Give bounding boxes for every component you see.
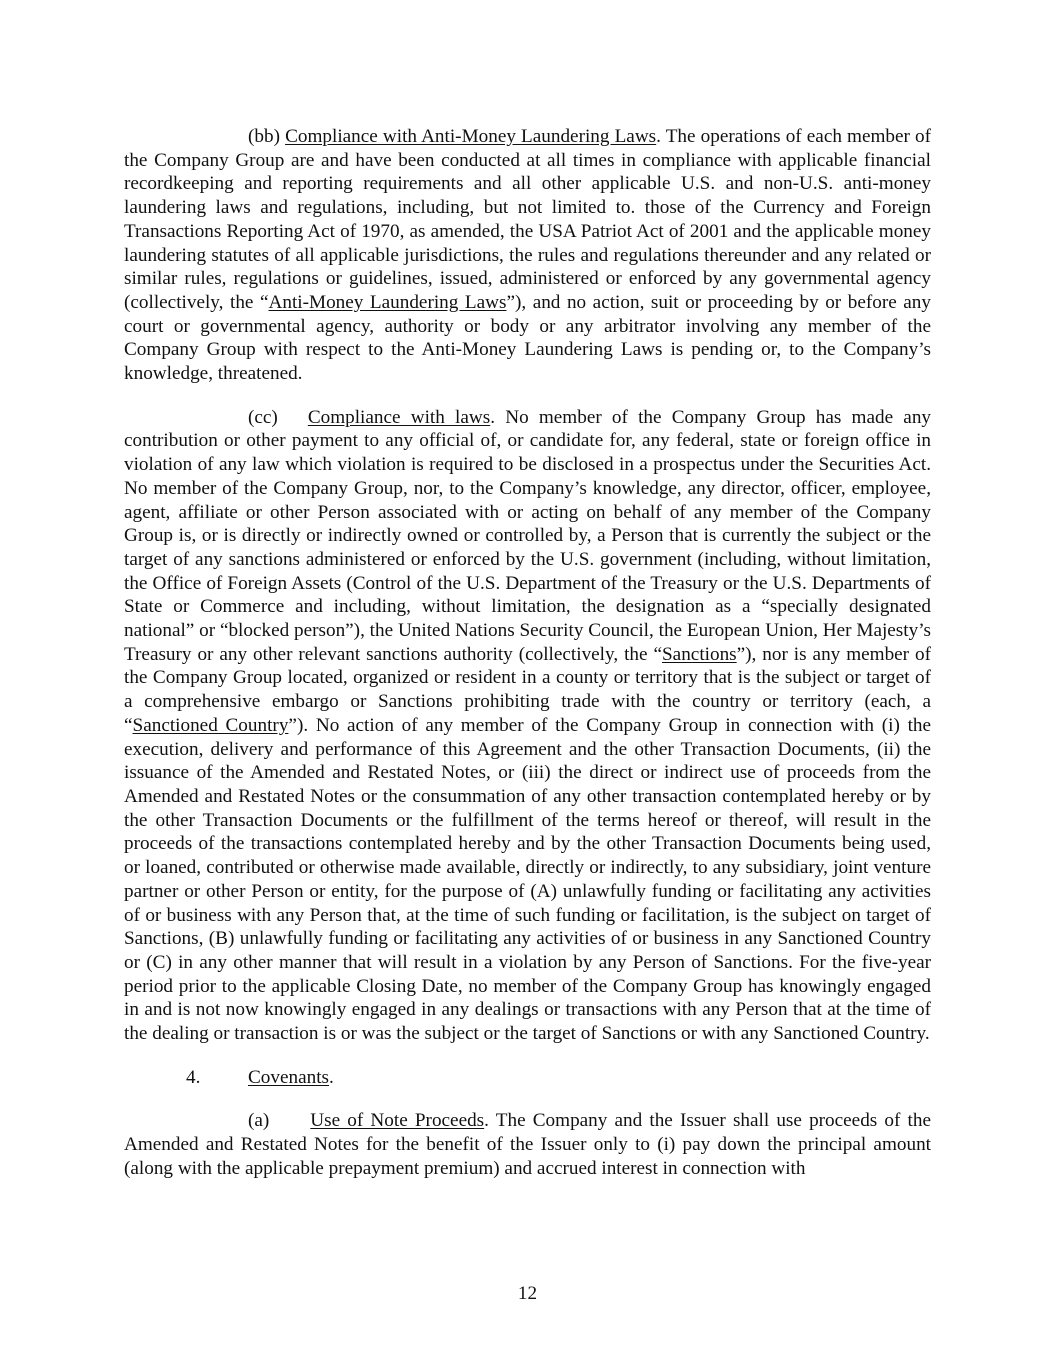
section-cc-title: Compliance with laws: [307, 406, 491, 428]
section-bb-paragraph: [124, 125, 931, 386]
section-cc-text-2: ”), nor is any member of the Company Group located, organized or resident in a county or territory that is the subject or target of a comprehensive embargo or Sanctions prohibiting trade with the country or territory (each, a “: [124, 643, 931, 736]
section-a-title: Use of Note Proceeds: [310, 1110, 485, 1132]
page-number: 12: [517, 1283, 538, 1304]
section-bb-defined-term: Anti-Money Laundering Laws: [268, 291, 507, 313]
section-cc-text-3: ”). No action of any member of the Company Group in connection with (i) the execution, delivery and performance of this Agreement and the other Transaction Documents, (ii) the issuance of the Amended and Restated Notes, or (iii) the direct or indirect use of proceeds from the Amended and Restated Notes or the consummation of any other transaction contemplated hereby or by the other Transaction Documents or the fulfillment of the terms hereof or thereof, will result in the proceeds of the transactions contemplated hereby and by the other Transaction Documents being used, or loaned, contributed or otherwise made available, directly or indirectly, to any subsidiary, joint venture partner or other Person or entity, for the purpose of (A) unlawfully funding or facilitating any activities of or business with any Person that, at the time of such funding or facilitation, is the subject on target of Sanctions, (B) unlawfully funding or facilitating any activities of or business in any Sanctioned Country or (C) in any other manner that will result in a violation by any Person of Sanctions. For the five-year period prior to the applicable Closing Date, no member of the Company Group has knowingly engaged in and is not now knowingly engaged in any dealings or transactions with any Person that at the time of the dealing or transaction is or was the subject or the target of Sanctions or with any Sanctioned Country.: [124, 714, 932, 1045]
section-a-text-1: . The Company and the Issuer shall use proceeds of the Amended and Restated Notes for the benefit of the Issuer only to (i) pay down the principal amount (along with the applicable prepayment premium) and accrued interest in connection with: [124, 1110, 931, 1179]
section-bb-text-1: . The operations of each member of the Company Group are and have been conducted at all times in compliance with applicable financial recordkeeping and reporting requirements and all other applicable U.S. and non-U.S. anti-money laundering laws and regulations, including, but not limited to. those of the Currency and Foreign Transactions Reporting Act of 1970, as amended, the USA Patriot Act of 2001 and the applicable money laundering statutes of all applicable jurisdictions, the rules and regulations thereunder and any related or similar rules, regulations or guidelines, issued, administered or enforced by any governmental agency (collectively, the “: [124, 126, 931, 313]
section-bb-label: (bb): [248, 126, 280, 147]
covenants-heading: [124, 1066, 931, 1090]
section-cc-paragraph: [124, 406, 931, 1046]
section-cc-text-1: . No member of the Company Group has made any contribution or other payment to any official of, or candidate for, any federal, state or foreign office in violation of any law which violation is required to be disclosed in a prospectus under the Securities Act. No member of the Company Group, nor, to the Company’s knowledge, any director, officer, employee, agent, affiliate or other Person associated with or acting on behalf of any member of the Company Group is, or is directly or indirectly owned or controlled by, a Person that is currently the subject or the target of any sanctions administered or enforced by the U.S. government (including, without limitation, the Office of Foreign Assets (Control of the U.S. Department of the Treasury or the U.S. Departments of State or Commerce and including, without limitation, the designation as a “specially designated national” or “blocked person”), the United Nations Security Council, the European Union, Her Majesty’s Treasury or any other relevant sanctions authority (collectively, the “: [124, 406, 932, 665]
section-cc-label: (cc): [248, 406, 278, 428]
covenants-number: 4.: [186, 1066, 201, 1088]
section-cc-defined-term-1: Sanctions: [662, 643, 737, 665]
covenants-title: Covenants: [248, 1066, 330, 1088]
section-bb-title: Compliance with Anti-Money Laundering Laws: [285, 126, 657, 147]
covenants-period: .: [329, 1066, 334, 1088]
section-a-paragraph: [124, 1109, 931, 1180]
document-page: [124, 125, 931, 1181]
section-a-label: (a): [248, 1110, 270, 1132]
section-bb-text-2: ”), and no action, suit or proceeding by or before any court or governmental agency, authority or body or any arbitrator involving any member of the Company Group with respect to the Anti-Money Laundering Laws is pending or, to the Company’s knowledge, threatened.: [124, 291, 931, 385]
section-cc-defined-term-2: Sanctioned Country: [132, 714, 289, 736]
